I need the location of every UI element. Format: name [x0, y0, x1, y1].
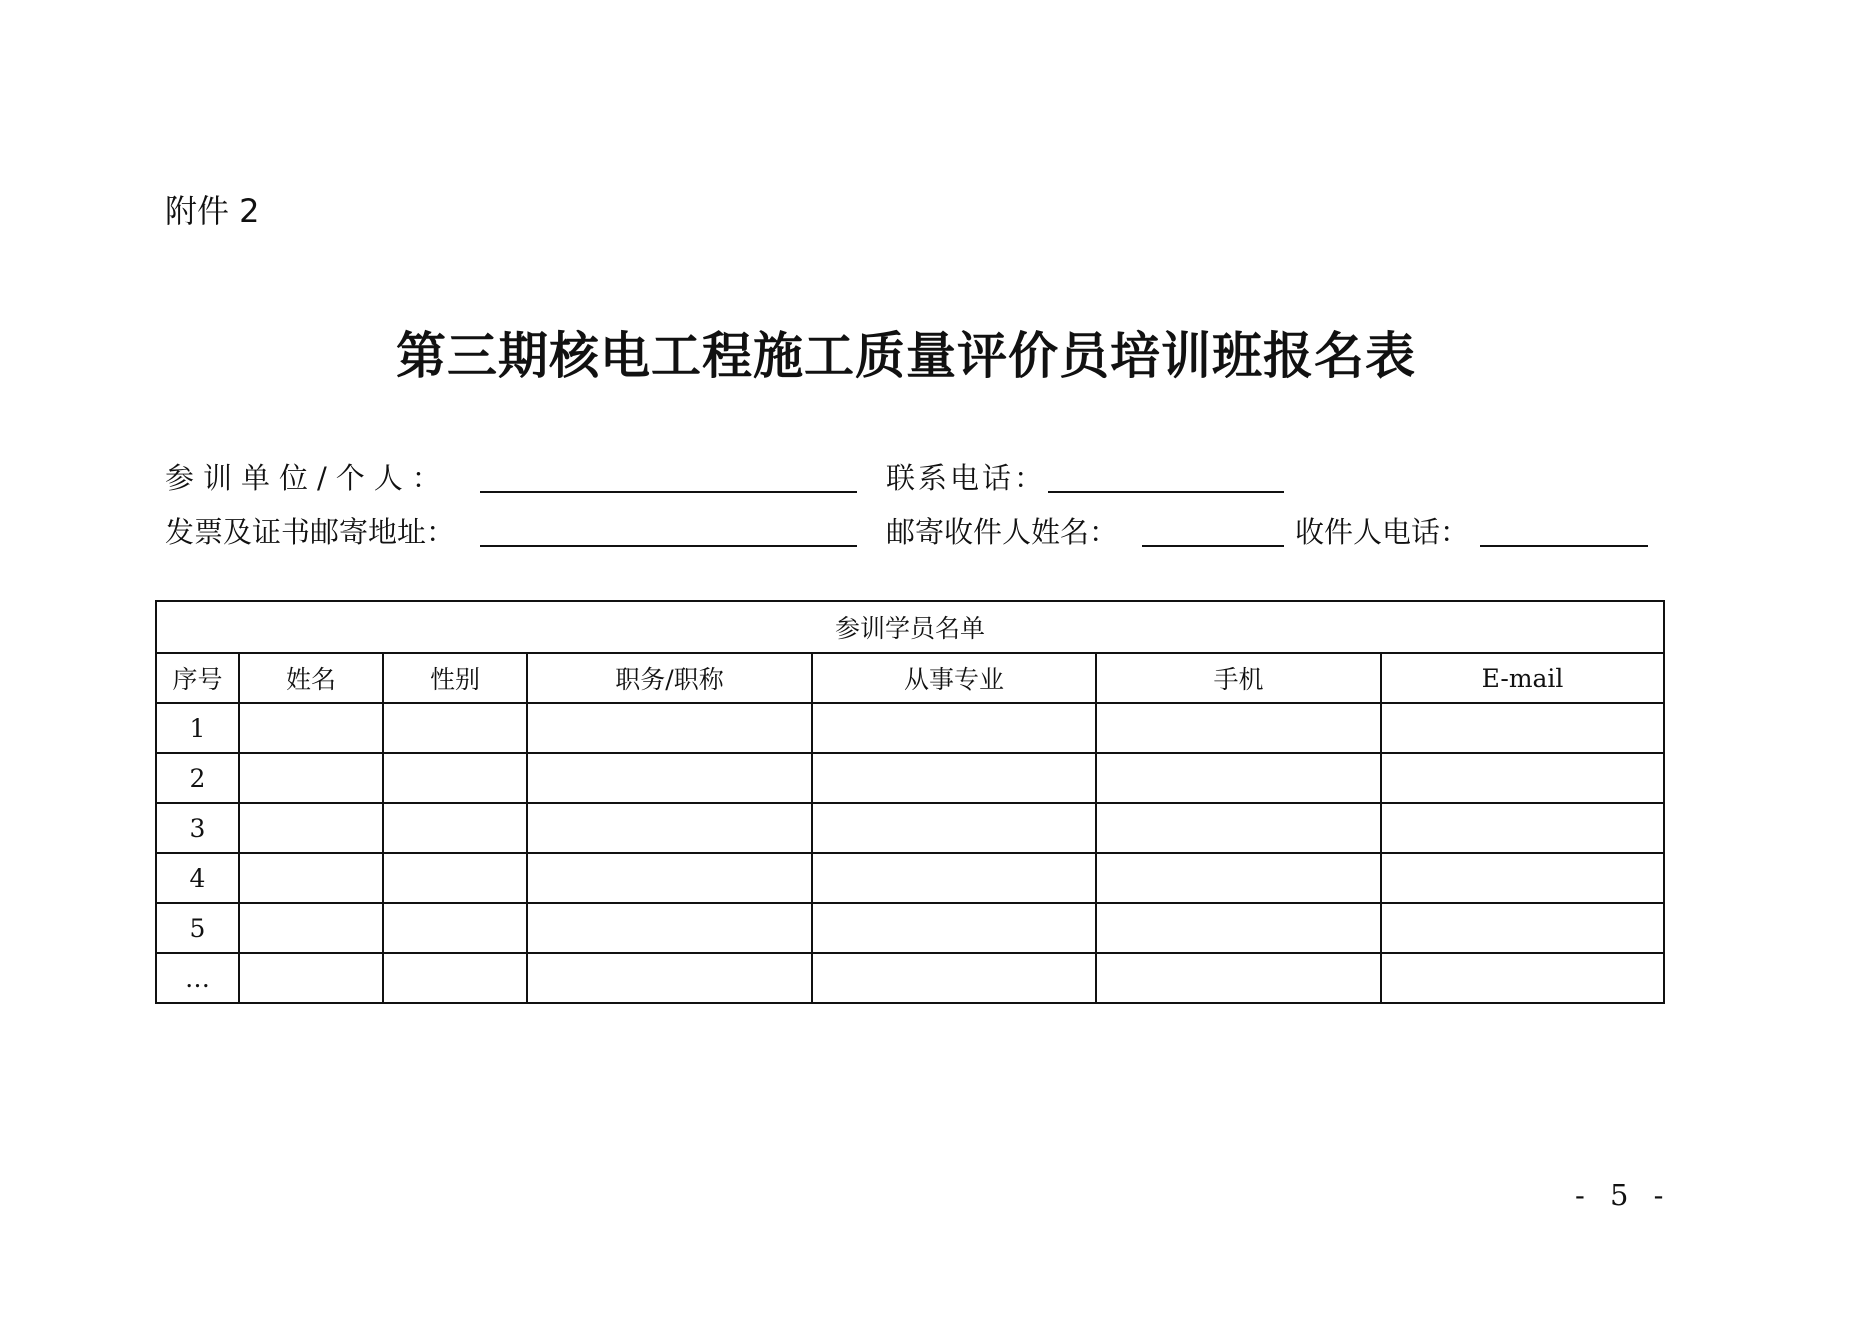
- table-cell[interactable]: [239, 903, 383, 953]
- table-cell[interactable]: [812, 803, 1096, 853]
- table-row: [156, 703, 1664, 753]
- address-label: 发票及证书邮寄地址：: [165, 515, 456, 549]
- header-cell: 从事专业: [812, 653, 1096, 703]
- table-row: [156, 953, 1664, 1003]
- table-row: [156, 753, 1664, 803]
- table-cell[interactable]: [1381, 903, 1664, 953]
- trainee-table: [155, 600, 1665, 1004]
- table-cell[interactable]: [383, 903, 527, 953]
- table-cell[interactable]: [527, 953, 812, 1003]
- address-input-line[interactable]: [480, 545, 857, 547]
- table-cell[interactable]: [383, 753, 527, 803]
- table-cell[interactable]: [1096, 953, 1381, 1003]
- table-cell[interactable]: [812, 853, 1096, 903]
- header-cell: 性别: [383, 653, 527, 703]
- table-cell[interactable]: [527, 903, 812, 953]
- row-number: 2: [156, 753, 239, 803]
- page-number: - 5 -: [1575, 1178, 1672, 1212]
- table-cell[interactable]: [239, 753, 383, 803]
- recipient-name-input-line[interactable]: [1142, 545, 1284, 547]
- recipient-phone-label: 收件人电话：: [1295, 515, 1470, 549]
- attachment-label: 附件 2: [165, 192, 260, 230]
- recipient-phone-input-line[interactable]: [1480, 545, 1648, 547]
- unit-label: 参训单位/个人：: [165, 461, 450, 495]
- header-cell: 职务/职称: [527, 653, 812, 703]
- table-cell[interactable]: [239, 953, 383, 1003]
- unit-input-line[interactable]: [480, 491, 857, 493]
- header-cell: 姓名: [239, 653, 383, 703]
- row-number: 3: [156, 803, 239, 853]
- table-header-row: [156, 653, 1664, 703]
- row-number: 1: [156, 703, 239, 753]
- table-cell[interactable]: [812, 753, 1096, 803]
- table-cell[interactable]: [527, 853, 812, 903]
- table-cell[interactable]: [1096, 753, 1381, 803]
- table-caption: 参训学员名单: [156, 601, 1664, 653]
- table-cell[interactable]: [239, 803, 383, 853]
- table-cell[interactable]: [527, 803, 812, 853]
- header-cell: E-mail: [1381, 653, 1664, 703]
- phone-label: 联系电话：: [886, 461, 1047, 495]
- table-cell[interactable]: [527, 753, 812, 803]
- table-cell[interactable]: [239, 703, 383, 753]
- table-cell[interactable]: [383, 703, 527, 753]
- table-cell[interactable]: [1096, 853, 1381, 903]
- table-cell[interactable]: [1381, 703, 1664, 753]
- table-cell[interactable]: [239, 853, 383, 903]
- table-row: [156, 803, 1664, 853]
- table-row: [156, 903, 1664, 953]
- table-cell[interactable]: [383, 803, 527, 853]
- phone-input-line[interactable]: [1048, 491, 1284, 493]
- table-cell[interactable]: [527, 703, 812, 753]
- recipient-name-label: 邮寄收件人姓名：: [886, 515, 1119, 549]
- table-cell[interactable]: [812, 953, 1096, 1003]
- table-row: [156, 853, 1664, 903]
- table-cell[interactable]: [1381, 953, 1664, 1003]
- table-cell[interactable]: [812, 903, 1096, 953]
- table-cell[interactable]: [1381, 803, 1664, 853]
- table-cell[interactable]: [1381, 753, 1664, 803]
- table-cell[interactable]: [383, 853, 527, 903]
- table-cell[interactable]: [1096, 803, 1381, 853]
- form-title: 第三期核电工程施工质量评价员培训班报名表: [396, 326, 1416, 385]
- row-number: …: [156, 953, 239, 1003]
- row-number: 5: [156, 903, 239, 953]
- table-cell[interactable]: [1096, 703, 1381, 753]
- table-cell[interactable]: [812, 703, 1096, 753]
- header-cell: 手机: [1096, 653, 1381, 703]
- row-number: 4: [156, 853, 239, 903]
- table-cell[interactable]: [383, 953, 527, 1003]
- header-cell: 序号: [156, 653, 239, 703]
- table-cell[interactable]: [1096, 903, 1381, 953]
- table-cell[interactable]: [1381, 853, 1664, 903]
